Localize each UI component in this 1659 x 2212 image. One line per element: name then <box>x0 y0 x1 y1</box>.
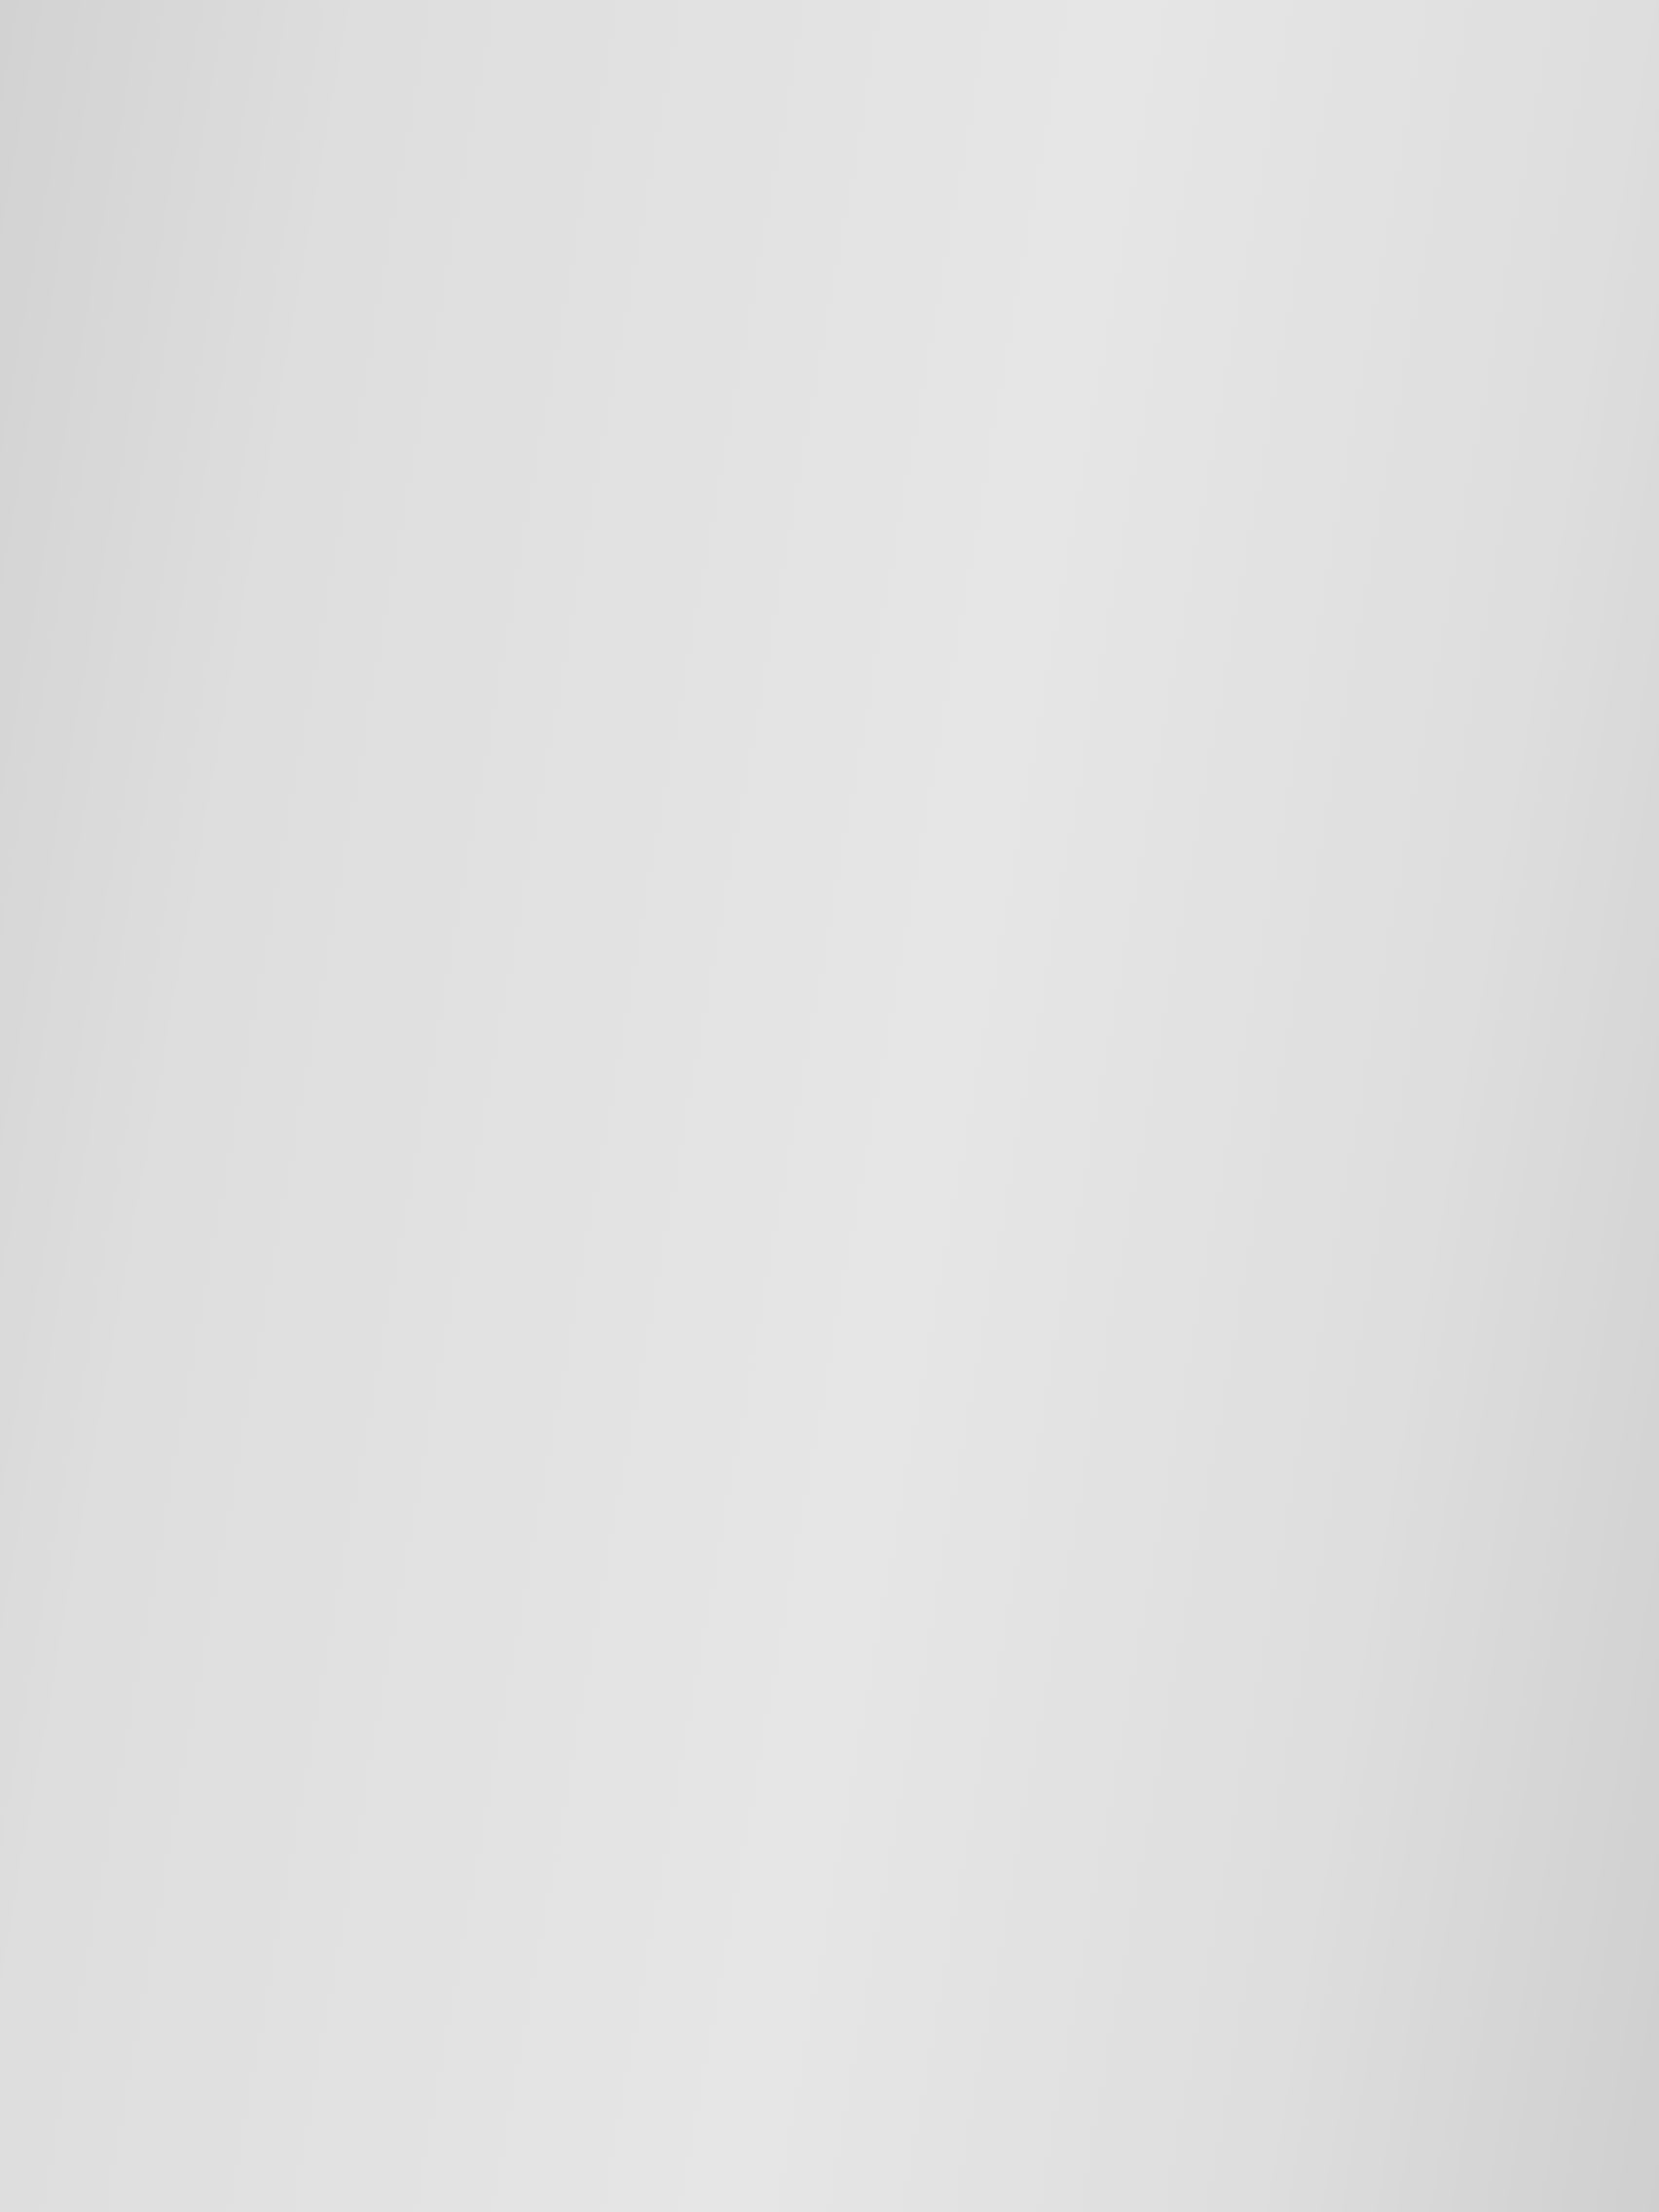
page-header <box>214 78 1529 156</box>
